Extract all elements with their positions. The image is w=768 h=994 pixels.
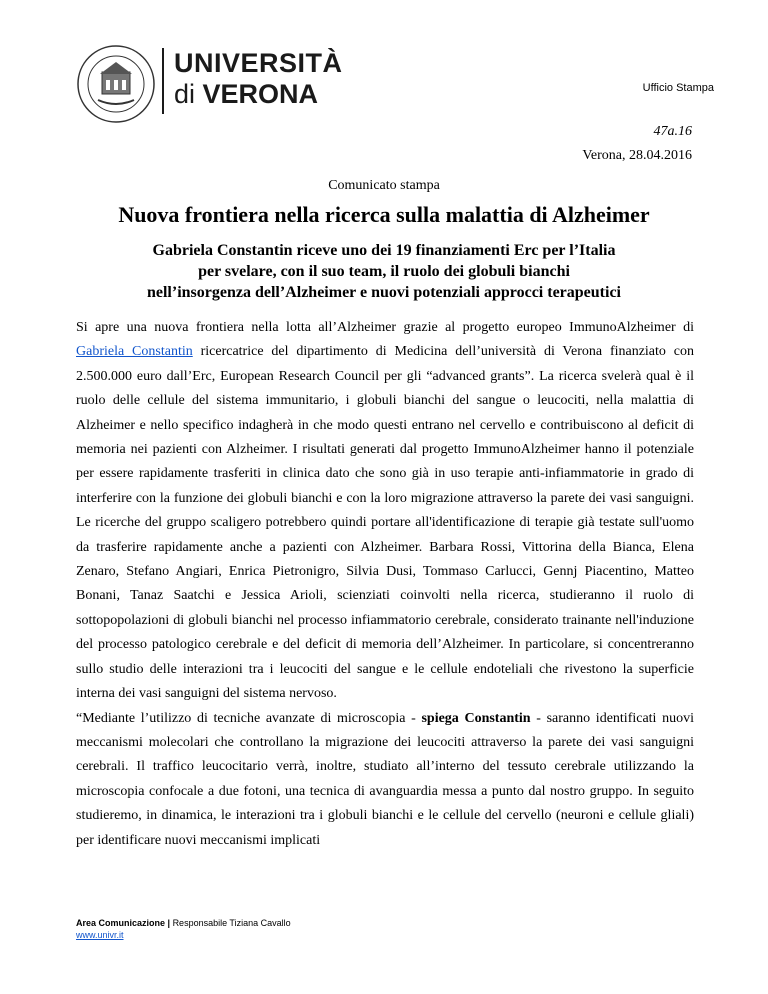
paragraph: “Mediante l’utilizzo di tecniche avanzate di microscopia - spiega Constantin - saranno identificati nuovi meccanismi molecolari che controllano la migrazione dei leucociti attraverso la parete dei vasi sanguigni cerebrali. Il traffico leucocitario verrà, inoltre, studiato all’interno del tessuto cerebrale utilizzando la microscopia confocale a due fotoni, una tecnica di avanguardia messa a punto dal nostro gruppo. In seguito studieremo, in dinamica, le interazioni tra i globuli bianchi e le cellule del cervello (neuroni e cellule gliali) per identificare nuovi meccanismi implicati: [76, 710, 695, 848]
release-date: Verona, 28.04.2016: [582, 148, 692, 163]
subtitle-line: per svelare, con il suo team, il ruolo dei globuli bianchi: [198, 263, 570, 280]
website-link[interactable]: www.univr.it: [76, 930, 124, 940]
document-type: Comunicato stampa: [328, 178, 440, 193]
page-title: Nuova frontiera nella ricerca sulla malattia di Alzheimer: [118, 202, 650, 227]
footer: [76, 917, 291, 941]
footer-contact: Area Comunicazione | Responsabile Tiziana Cavallo: [76, 918, 291, 928]
logo-divider: [162, 48, 164, 114]
logo-university: UNIVERSITÀ: [174, 48, 343, 78]
article-body: [76, 316, 694, 853]
logo-city: di VERONA: [174, 79, 319, 109]
subtitle-line: nell’insorgenza dell’Alzheimer e nuovi potenziali approcci terapeutici: [146, 284, 621, 301]
university-logo: [174, 50, 343, 108]
release-number: 47a.16: [653, 124, 692, 139]
letterhead: [76, 44, 696, 124]
paragraph: Si apre una nuova frontiera nella lotta all’Alzheimer grazie al progetto europeo ImmunoAlzheimer di Gabriela Constantin ricercatrice del dipartimento di Medicina dell’università di Verona finanziato con 2.500.000 euro dall’Erc, European Research Council per gli “advanced grants”. La ricerca svelerà qual è il ruolo delle cellule del sistema immunitario, i globuli bianchi del sangue o leucociti, nella malattia di Alzheimer e nello specifico indagherà in che modo questi entrano nel cervello e contribuiscono al deficit di memoria nei pazienti con Alzheimer. I risultati generati dal progetto ImmunoAlzheimer hanno il potenziale per essere rapidamente trasferiti in clinica dato che sono già in uso terapie anti-infiammatorie in grado di interferire con la funzione dei globuli bianchi e con la loro migrazione attraverso la parete dei vasi sanguigni. Le ricerche del gruppo scaligero potrebbero quindi portare all'identificazione di terapie già testate sull'uomo da trasferire rapidamente anche a pazienti con Alzheimer. Barbara Rossi, Vittorina della Bianca, Elena Zenaro, Stefano Angiari, Enrica Pietronigro, Silvia Dusi, Tommaso Carlucci, Gennj Piacentino, Matteo Bonani, Tanaz Saatchi e Jessica Arioli, scienziati coinvolti nella ricerca, studieranno il ruolo di sottopopolazioni di globuli bianchi nel processo infiammatorio cerebrale, considerato trainante nell'induzione del processo patologico cerebrale e del deficit di memoria dell’Alzheimer. In particolare, si concentreranno sullo studio delle interazioni tra i leucociti del sangue e le cellule endoteliali che rivestono la superficie interna dei vasi sanguigni del sistema nervoso.: [76, 320, 694, 702]
subtitle-line: Gabriela Constantin riceve uno dei 19 finanziamenti Erc per l’Italia: [152, 242, 616, 259]
quote-attribution: spiega Constantin: [421, 710, 531, 726]
university-seal-icon: [76, 44, 156, 124]
office-label: Ufficio Stampa: [642, 82, 714, 94]
subtitle: [0, 240, 768, 303]
author-link[interactable]: Gabriela Constantin: [76, 344, 193, 360]
